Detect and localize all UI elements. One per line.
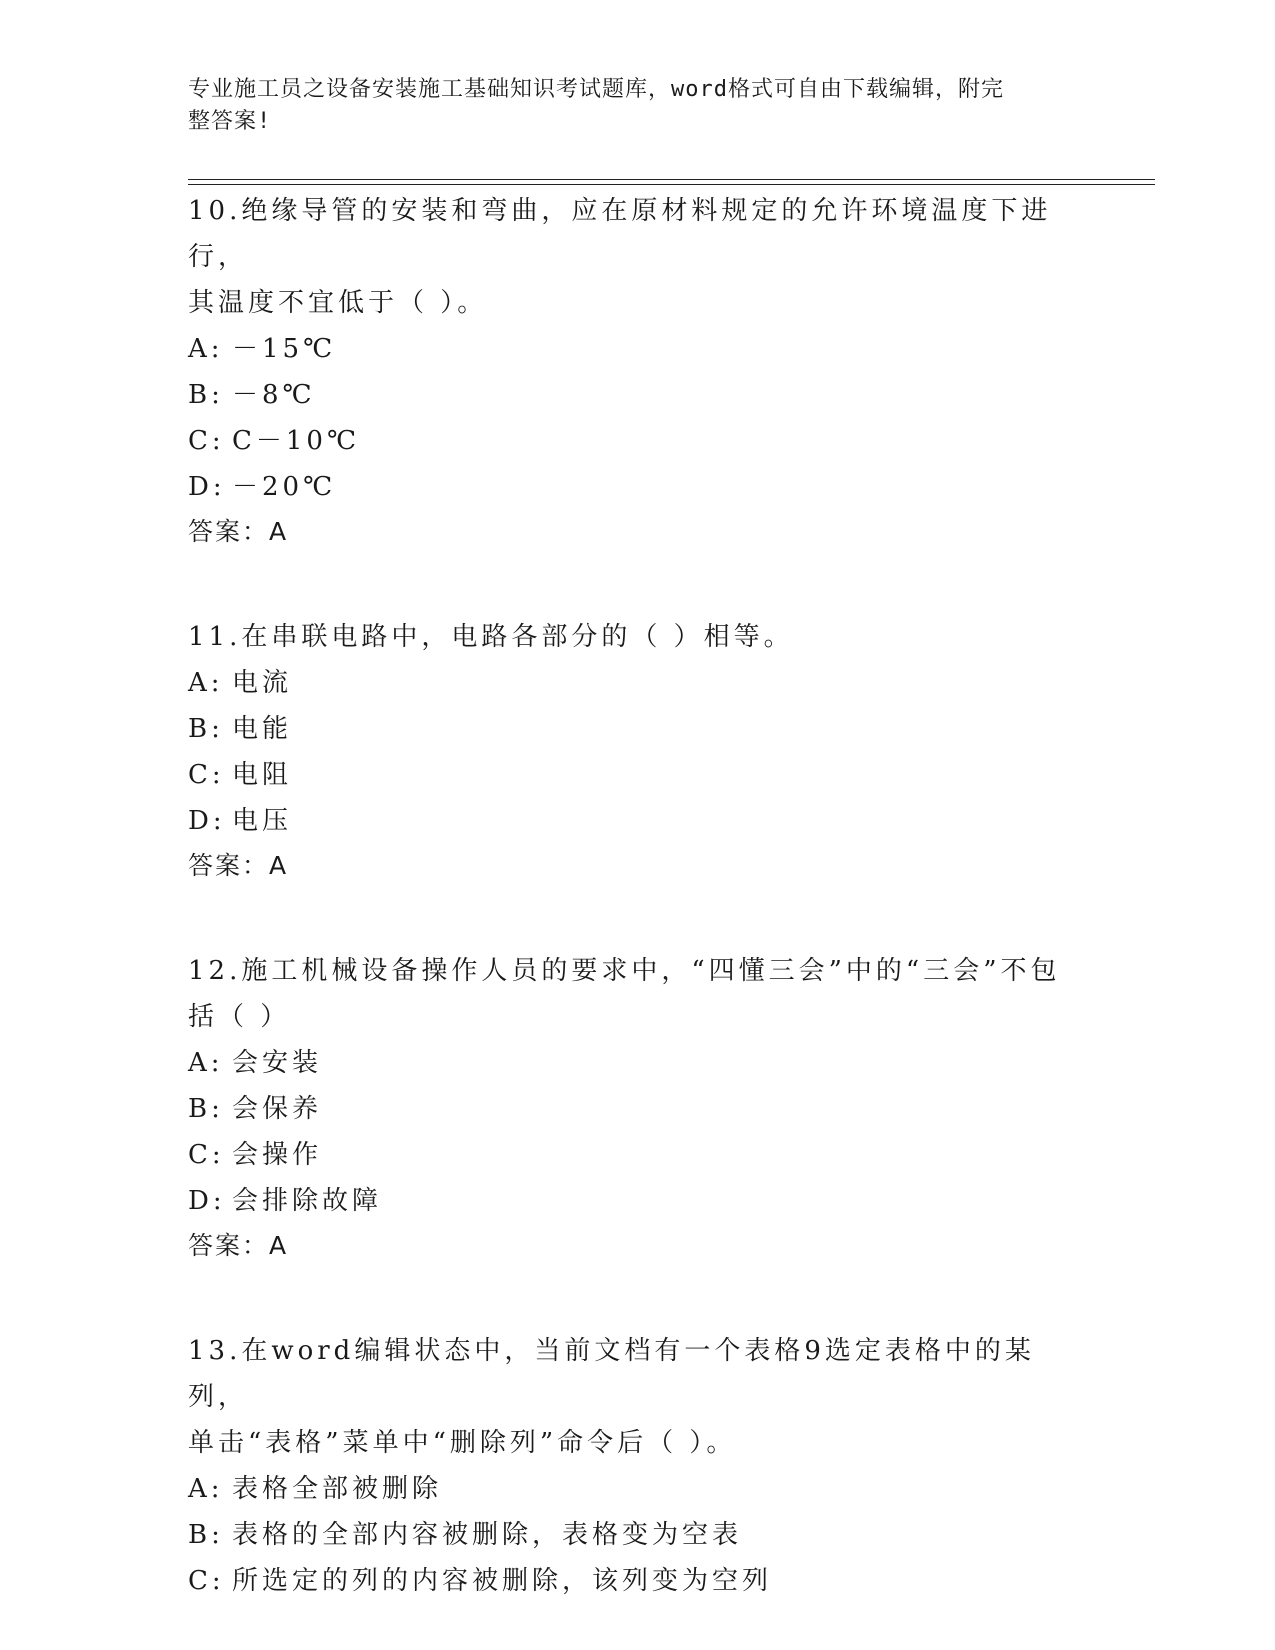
question-stem-line: 12.施工机械设备操作人员的要求中，“四懂三会”中的“三会”不包	[188, 956, 1061, 986]
option-a	[188, 1466, 1088, 1512]
option-a	[188, 1040, 1088, 1086]
option-c	[188, 752, 1088, 798]
question-stem-line: 单击“表格”菜单中“删除列”命令后（ ）。	[188, 1428, 737, 1458]
answer-line: 答案：A	[188, 1231, 289, 1260]
option-letter: C:	[188, 1140, 225, 1170]
option-text: 会操作	[232, 1140, 323, 1170]
header-title-line-2: 整答案!	[188, 109, 272, 134]
option-text: 电压	[232, 806, 293, 836]
option-letter: B:	[188, 714, 224, 744]
header-divider-top	[188, 179, 1155, 180]
document-header	[188, 74, 1068, 138]
option-letter: A:	[188, 1474, 224, 1504]
question-12	[188, 948, 1088, 1268]
option-text: 电流	[232, 668, 293, 698]
option-text: 会排除故障	[232, 1186, 383, 1216]
option-text: 表格全部被删除	[232, 1474, 443, 1504]
question-spacer	[188, 888, 1088, 948]
option-text: －20℃	[232, 472, 337, 502]
option-text: 会保养	[232, 1094, 323, 1124]
option-c	[188, 418, 1088, 464]
option-a	[188, 326, 1088, 372]
question-stem-line: 13.在word编辑状态中，当前文档有一个表格9选定表格中的某列，	[188, 1336, 1035, 1412]
option-a	[188, 660, 1088, 706]
question-spacer	[188, 554, 1088, 614]
option-b	[188, 1086, 1088, 1132]
option-text: C－10℃	[232, 426, 361, 456]
option-letter: D:	[188, 806, 226, 836]
option-letter: B:	[188, 380, 224, 410]
option-b	[188, 372, 1088, 418]
option-letter: B:	[188, 1520, 224, 1550]
option-b	[188, 1512, 1088, 1558]
question-spacer	[188, 1268, 1088, 1328]
header-title-line-1: 专业施工员之设备安装施工基础知识考试题库，word格式可自由下载编辑，附完	[188, 77, 1004, 102]
question-stem-line: 11.在串联电路中，电路各部分的（ ）相等。	[188, 622, 794, 652]
answer-line: 答案：A	[188, 517, 289, 546]
option-text: 会安装	[232, 1048, 323, 1078]
question-list	[188, 188, 1088, 1604]
header-divider-bottom	[188, 184, 1155, 185]
option-letter: A:	[188, 1048, 224, 1078]
option-c	[188, 1132, 1088, 1178]
option-letter: C:	[188, 426, 225, 456]
option-letter: A:	[188, 334, 224, 364]
option-d	[188, 464, 1088, 510]
question-13	[188, 1328, 1088, 1604]
option-text: －15℃	[232, 334, 337, 364]
option-letter: C:	[188, 1566, 225, 1596]
question-stem-line: 10.绝缘导管的安装和弯曲，应在原材料规定的允许环境温度下进行，	[188, 196, 1052, 272]
option-text: 所选定的列的内容被删除，该列变为空列	[232, 1566, 773, 1596]
option-text: －8℃	[232, 380, 316, 410]
option-letter: C:	[188, 760, 225, 790]
option-letter: D:	[188, 472, 226, 502]
option-text: 电阻	[232, 760, 293, 790]
option-c	[188, 1558, 1088, 1604]
option-d	[188, 798, 1088, 844]
option-d	[188, 1178, 1088, 1224]
option-letter: A:	[188, 668, 224, 698]
question-11	[188, 614, 1088, 888]
option-text: 电能	[232, 714, 293, 744]
option-text: 表格的全部内容被删除，表格变为空表	[232, 1520, 743, 1550]
answer-line: 答案：A	[188, 851, 289, 880]
option-letter: B:	[188, 1094, 224, 1124]
option-b	[188, 706, 1088, 752]
question-stem-line: 其温度不宜低于（ ）。	[188, 288, 488, 318]
question-stem-line: 括（ ）	[188, 1002, 291, 1032]
option-letter: D:	[188, 1186, 226, 1216]
question-10	[188, 188, 1088, 554]
